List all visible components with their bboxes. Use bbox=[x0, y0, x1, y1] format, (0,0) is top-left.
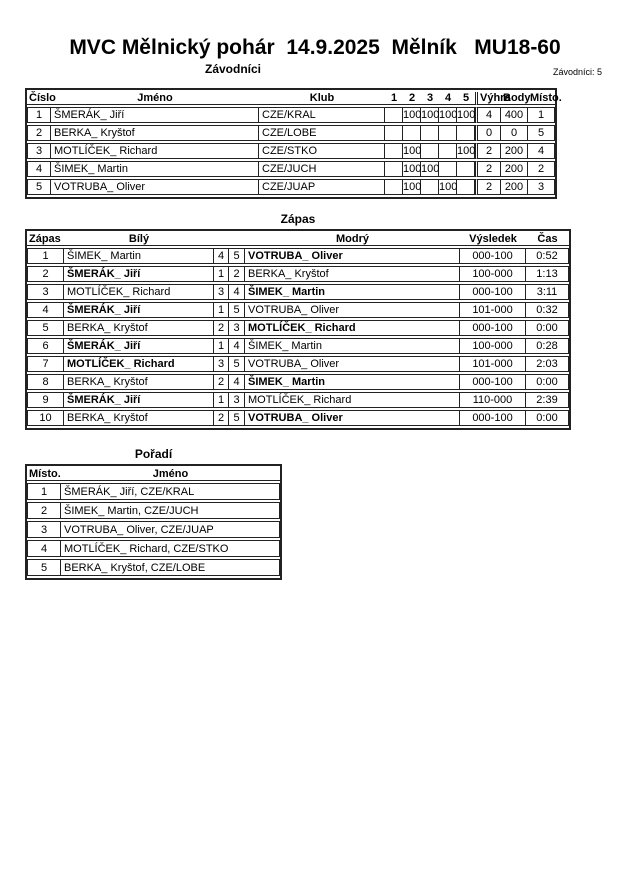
match-result: 000-100 bbox=[460, 374, 526, 390]
white-player: ŠMERÁK_ Jiří bbox=[64, 266, 214, 282]
ranking-place: 3 bbox=[27, 521, 61, 538]
white-player: BERKA_ Kryštof bbox=[64, 374, 214, 390]
match-number: 7 bbox=[27, 356, 64, 372]
blue-player: ŠIMEK_ Martin bbox=[245, 338, 460, 354]
game-result: 100 bbox=[421, 163, 440, 175]
competitor-club: CZE/STKO bbox=[259, 143, 385, 159]
match-result: 101-000 bbox=[460, 302, 526, 318]
competitors-count: Závodníci: 5 bbox=[552, 67, 602, 77]
header-match: Zápas bbox=[27, 233, 64, 246]
blue-player: VOTRUBA_ Oliver bbox=[245, 248, 460, 264]
competitors-section-title: Závodníci bbox=[205, 62, 262, 76]
header-time: Čas bbox=[526, 233, 569, 246]
ranking-row bbox=[27, 483, 280, 500]
match-number: 9 bbox=[27, 392, 64, 408]
match-result: 100-000 bbox=[460, 266, 526, 282]
game-result: 100 bbox=[439, 109, 458, 121]
match-row bbox=[27, 338, 569, 354]
competitors-header-row bbox=[27, 92, 555, 105]
competitor-place: 1 bbox=[528, 107, 555, 123]
game-result bbox=[439, 161, 457, 177]
ranking-name: BERKA_ Kryštof, CZE/LOBE bbox=[61, 559, 280, 576]
header-blue-num bbox=[229, 233, 245, 246]
match-result: 000-100 bbox=[460, 248, 526, 264]
competitor-place: 2 bbox=[528, 161, 555, 177]
ranking-name: ŠIMEK_ Martin, CZE/JUCH bbox=[61, 502, 280, 519]
match-row bbox=[27, 392, 569, 408]
competitor-points: 200 bbox=[501, 161, 528, 177]
game-result bbox=[439, 125, 457, 141]
ranking-row bbox=[27, 521, 280, 538]
match-row bbox=[27, 374, 569, 390]
competitor-number: 5 bbox=[27, 179, 51, 195]
blue-number: 5 bbox=[229, 248, 245, 264]
blue-number: 2 bbox=[229, 266, 245, 282]
ranking-section-title: Pořadí bbox=[134, 447, 173, 461]
header-club: Klub bbox=[259, 92, 385, 105]
match-result: 110-000 bbox=[460, 392, 526, 408]
white-player: MOTLÍČEK_ Richard bbox=[64, 356, 214, 372]
white-player: ŠMERÁK_ Jiří bbox=[64, 302, 214, 318]
table-row bbox=[27, 107, 555, 123]
game-result bbox=[421, 125, 439, 141]
header-place: Místo. bbox=[530, 92, 562, 104]
ranking-table bbox=[25, 464, 282, 580]
game-result: 100 bbox=[403, 181, 422, 193]
white-player: ŠMERÁK_ Jiří bbox=[64, 338, 214, 354]
white-number: 3 bbox=[214, 284, 229, 300]
competitor-number: 2 bbox=[27, 125, 51, 141]
table-row bbox=[27, 125, 555, 141]
game-result bbox=[385, 179, 403, 195]
white-number: 2 bbox=[214, 320, 229, 336]
white-number: 3 bbox=[214, 356, 229, 372]
match-time: 3:11 bbox=[526, 284, 569, 300]
white-number: 1 bbox=[214, 392, 229, 408]
match-result: 100-000 bbox=[460, 338, 526, 354]
blue-player: ŠIMEK_ Martin bbox=[245, 374, 460, 390]
competitor-name: BERKA_ Kryštof bbox=[51, 125, 259, 141]
game-result: 100 bbox=[403, 145, 422, 157]
white-number: 1 bbox=[214, 266, 229, 282]
game-result bbox=[403, 125, 421, 141]
ranking-header-row bbox=[27, 468, 280, 481]
competitor-number: 3 bbox=[27, 143, 51, 159]
white-number: 2 bbox=[214, 374, 229, 390]
blue-number: 3 bbox=[229, 320, 245, 336]
match-result: 000-100 bbox=[460, 320, 526, 336]
match-result: 000-100 bbox=[460, 410, 526, 426]
match-time: 2:39 bbox=[526, 392, 569, 408]
white-player: BERKA_ Kryštof bbox=[64, 410, 214, 426]
white-player: ŠMERÁK_ Jiří bbox=[64, 392, 214, 408]
header-game-3: 3 bbox=[421, 92, 439, 105]
competitor-points: 200 bbox=[501, 179, 528, 195]
competitor-points: 200 bbox=[501, 143, 528, 159]
competitor-club: CZE/JUCH bbox=[259, 161, 385, 177]
blue-number: 5 bbox=[229, 410, 245, 426]
game-result: 100 bbox=[403, 163, 422, 175]
match-number: 2 bbox=[27, 266, 64, 282]
blue-number: 5 bbox=[229, 356, 245, 372]
competitor-place: 5 bbox=[528, 125, 555, 141]
match-time: 0:32 bbox=[526, 302, 569, 318]
match-result: 000-100 bbox=[460, 284, 526, 300]
blue-player: MOTLÍČEK_ Richard bbox=[245, 320, 460, 336]
match-result: 101-000 bbox=[460, 356, 526, 372]
match-time: 0:28 bbox=[526, 338, 569, 354]
blue-player: VOTRUBA_ Oliver bbox=[245, 410, 460, 426]
white-number: 1 bbox=[214, 302, 229, 318]
header-place: Místo. bbox=[29, 468, 61, 480]
match-number: 3 bbox=[27, 284, 64, 300]
match-row bbox=[27, 302, 569, 318]
blue-player: ŠIMEK_ Martin bbox=[245, 284, 460, 300]
header-name: Jméno bbox=[51, 92, 259, 105]
ranking-name: ŠMERÁK_ Jiří, CZE/KRAL bbox=[61, 483, 280, 500]
match-time: 1:13 bbox=[526, 266, 569, 282]
white-player: MOTLÍČEK_ Richard bbox=[64, 284, 214, 300]
game-result: 100 bbox=[421, 109, 440, 121]
competitors-table bbox=[25, 88, 562, 199]
white-number: 4 bbox=[214, 248, 229, 264]
competitor-club: CZE/LOBE bbox=[259, 125, 385, 141]
ranking-place: 2 bbox=[27, 502, 61, 519]
ranking-row bbox=[27, 559, 280, 576]
header-blue: Modrý bbox=[245, 233, 460, 246]
game-result bbox=[385, 161, 403, 177]
page-title: MVC Mělnický pohár 14.9.2025 Mělník MU18-60 bbox=[69, 36, 561, 59]
competitor-wins: 2 bbox=[475, 179, 501, 195]
competitor-name: ŠMERÁK_ Jiří bbox=[51, 107, 259, 123]
competitor-points: 0 bbox=[501, 125, 528, 141]
header-white: Bílý bbox=[64, 233, 214, 246]
game-result bbox=[421, 179, 439, 195]
blue-player: BERKA_ Kryštof bbox=[245, 266, 460, 282]
match-number: 5 bbox=[27, 320, 64, 336]
match-number: 1 bbox=[27, 248, 64, 264]
white-number: 1 bbox=[214, 338, 229, 354]
header-game-5: 5 bbox=[457, 92, 475, 105]
match-row bbox=[27, 410, 569, 426]
header-name: Jméno bbox=[61, 468, 280, 481]
white-number: 2 bbox=[214, 410, 229, 426]
competitor-wins: 2 bbox=[475, 161, 501, 177]
match-number: 6 bbox=[27, 338, 64, 354]
match-row bbox=[27, 320, 569, 336]
header-number: Číslo bbox=[29, 92, 56, 104]
match-row bbox=[27, 266, 569, 282]
competitor-name: ŠIMEK_ Martin bbox=[51, 161, 259, 177]
blue-number: 4 bbox=[229, 338, 245, 354]
ranking-row bbox=[27, 502, 280, 519]
table-row bbox=[27, 161, 555, 177]
match-time: 2:03 bbox=[526, 356, 569, 372]
game-result: 100 bbox=[457, 145, 476, 157]
competitor-place: 4 bbox=[528, 143, 555, 159]
competitor-club: CZE/KRAL bbox=[259, 107, 385, 123]
match-number: 10 bbox=[27, 410, 64, 426]
competitor-number: 1 bbox=[27, 107, 51, 123]
game-result bbox=[385, 107, 403, 123]
game-result bbox=[457, 161, 475, 177]
match-time: 0:00 bbox=[526, 410, 569, 426]
match-time: 0:00 bbox=[526, 374, 569, 390]
table-row bbox=[27, 143, 555, 159]
game-result bbox=[457, 125, 475, 141]
match-time: 0:52 bbox=[526, 248, 569, 264]
ranking-place: 5 bbox=[27, 559, 61, 576]
game-result bbox=[457, 179, 475, 195]
game-result: 100 bbox=[457, 109, 476, 121]
competitor-wins: 2 bbox=[475, 143, 501, 159]
match-row bbox=[27, 248, 569, 264]
blue-number: 3 bbox=[229, 392, 245, 408]
competitor-wins: 4 bbox=[475, 107, 501, 123]
competitor-number: 4 bbox=[27, 161, 51, 177]
subtitle-row bbox=[0, 60, 630, 88]
ranking-row bbox=[27, 540, 280, 557]
blue-player: VOTRUBA_ Oliver bbox=[245, 302, 460, 318]
header-white-num bbox=[214, 233, 229, 246]
game-result bbox=[385, 125, 403, 141]
game-result: 100 bbox=[439, 181, 458, 193]
match-row bbox=[27, 284, 569, 300]
white-player: BERKA_ Kryštof bbox=[64, 320, 214, 336]
game-result: 100 bbox=[403, 109, 422, 121]
match-time: 0:00 bbox=[526, 320, 569, 336]
ranking-place: 4 bbox=[27, 540, 61, 557]
ranking-place: 1 bbox=[27, 483, 61, 500]
blue-player: MOTLÍČEK_ Richard bbox=[245, 392, 460, 408]
blue-number: 4 bbox=[229, 284, 245, 300]
match-number: 8 bbox=[27, 374, 64, 390]
game-result bbox=[385, 143, 403, 159]
matches-header-row bbox=[27, 233, 569, 246]
ranking-name: VOTRUBA_ Oliver, CZE/JUAP bbox=[61, 521, 280, 538]
header-game-1: 1 bbox=[385, 92, 403, 105]
matches-table bbox=[25, 229, 571, 430]
header-result: Výsledek bbox=[460, 233, 526, 246]
competitor-name: MOTLÍČEK_ Richard bbox=[51, 143, 259, 159]
match-row bbox=[27, 356, 569, 372]
blue-number: 4 bbox=[229, 374, 245, 390]
competitor-place: 3 bbox=[528, 179, 555, 195]
header-game-2: 2 bbox=[403, 92, 421, 105]
blue-number: 5 bbox=[229, 302, 245, 318]
competitor-name: VOTRUBA_ Oliver bbox=[51, 179, 259, 195]
game-result bbox=[421, 143, 439, 159]
header-points: Body bbox=[503, 92, 531, 104]
table-row bbox=[27, 179, 555, 195]
matches-section-title: Zápas bbox=[280, 212, 316, 226]
blue-player: VOTRUBA_ Oliver bbox=[245, 356, 460, 372]
ranking-name: MOTLÍČEK_ Richard, CZE/STKO bbox=[61, 540, 280, 557]
header-game-4: 4 bbox=[439, 92, 457, 105]
white-player: ŠIMEK_ Martin bbox=[64, 248, 214, 264]
competitor-points: 400 bbox=[501, 107, 528, 123]
game-result bbox=[439, 143, 457, 159]
match-number: 4 bbox=[27, 302, 64, 318]
competitor-club: CZE/JUAP bbox=[259, 179, 385, 195]
header-wins: Výhra bbox=[475, 92, 501, 105]
competitor-wins: 0 bbox=[475, 125, 501, 141]
